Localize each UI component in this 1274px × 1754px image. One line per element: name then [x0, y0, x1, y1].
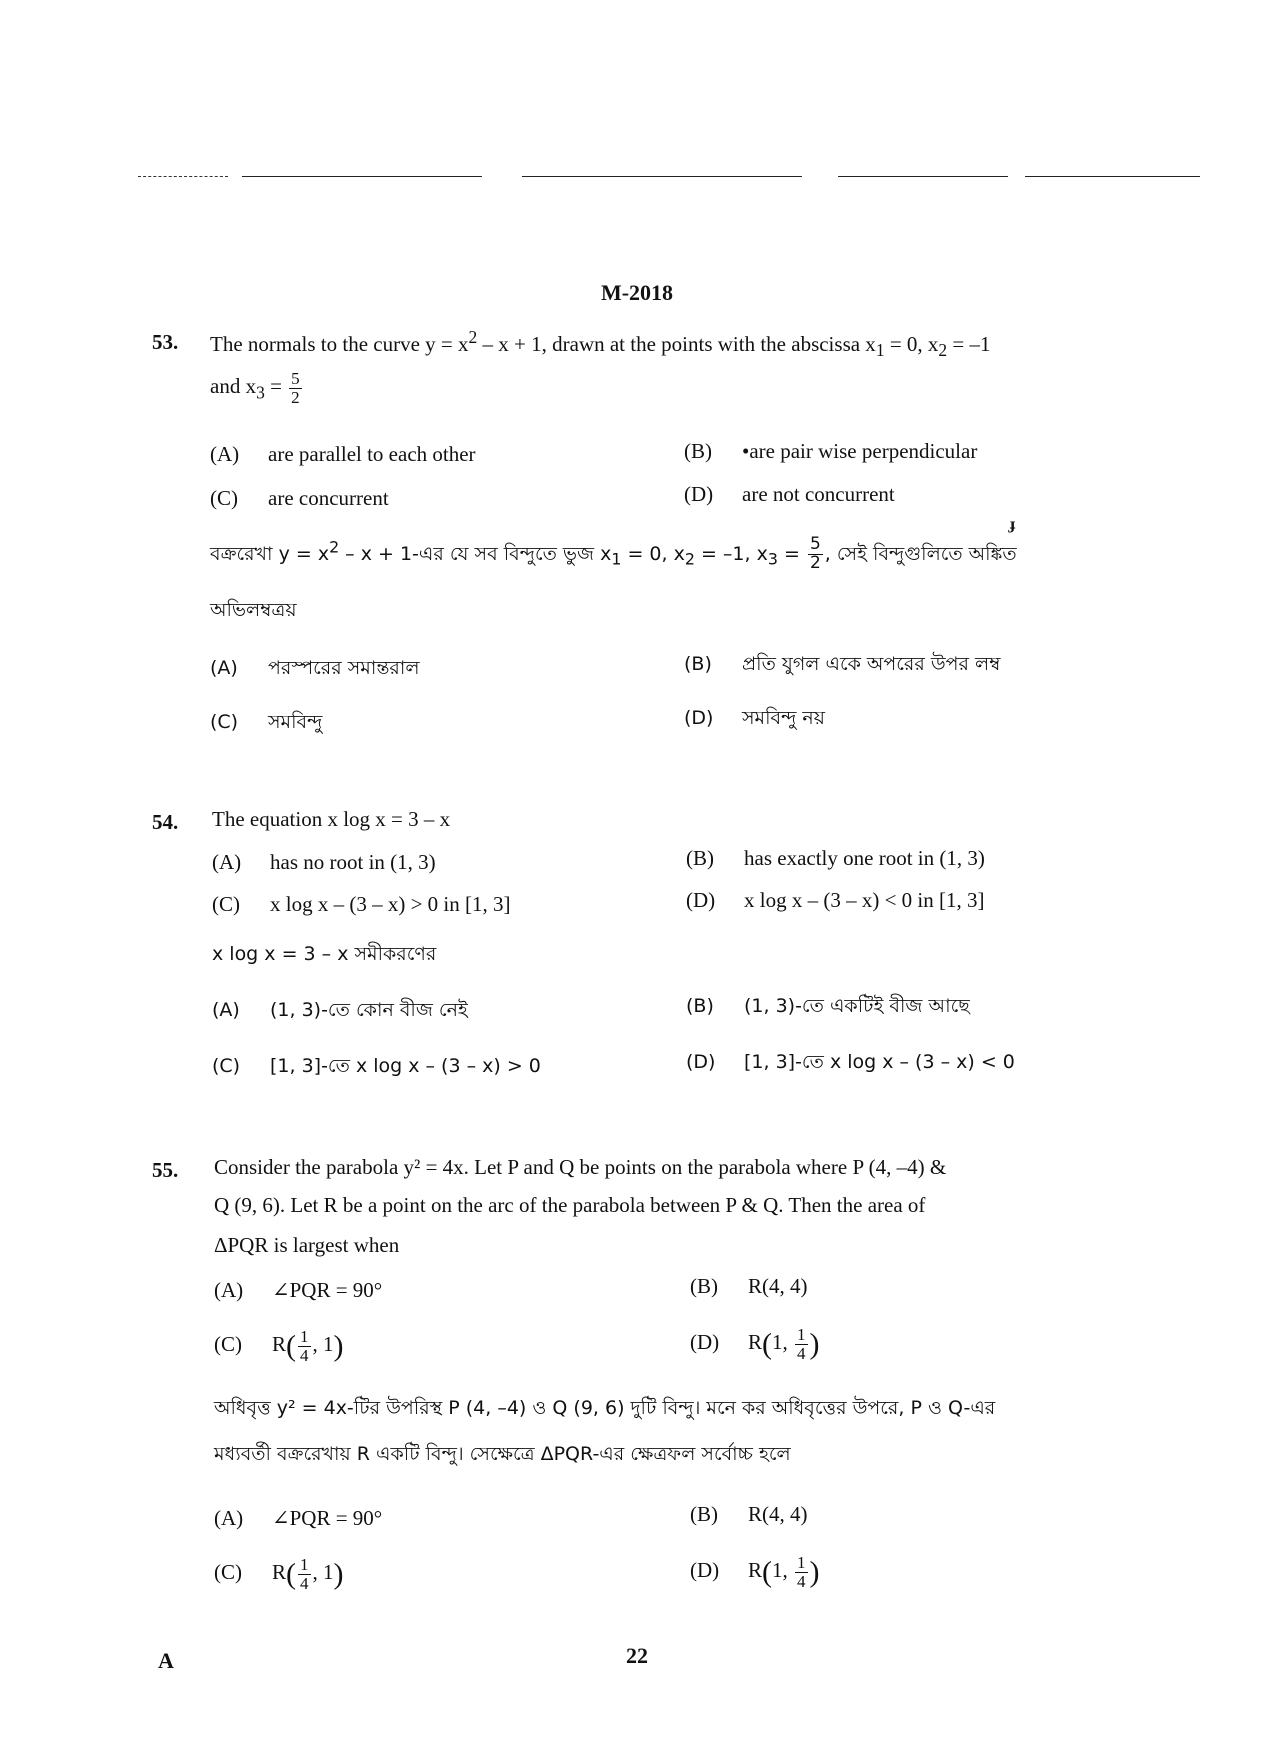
q53-bn-stem: বক্ররেখা $y = x^2 - x$ + 1-এর যে সব বিন্দুতে ভুজ $x_1 = 0$, $x_2 = -1$, $x_3$ = $\frac{5}{2}$ , সেই বিন্দুগুলিতে অঙ্কিত — [210, 534, 1017, 573]
q55-bn-option-d[interactable]: (D) R(1, $\frac{1}{4}$ ) — [690, 1553, 820, 1591]
q54-bn-option-b[interactable]: (B) (1, 3)-তে একটিই বীজ আছে — [686, 995, 970, 1017]
q53-bn-option-d[interactable]: (D) সমবিন্দু নয় — [684, 707, 825, 729]
stray-mark: ɟ — [1010, 516, 1016, 533]
q55-bn-option-c[interactable]: (C) R( $\frac{1}{4}$ , 1) — [214, 1555, 344, 1593]
q53-en-option-a[interactable]: (A) are parallel to each other — [210, 442, 476, 466]
page-number: 22 — [626, 1643, 648, 1668]
paper-set-label: A — [158, 1648, 174, 1673]
q55-bn-option-a[interactable]: (A) ∠PQR = 90° — [214, 1506, 383, 1530]
q54-bn-stem: x log x = 3 – x সমীকরণের — [212, 943, 437, 965]
paper-code: M-2018 — [600, 280, 674, 305]
fraction-five-halves: $\frac{5}{2}$ — [291, 369, 300, 407]
top-rule-1 — [138, 176, 228, 177]
q55-en-line3: ΔPQR is largest when — [214, 1233, 400, 1257]
q55-en-line2: Q (9, 6). Let R be a point on the arc of the parabola between P & Q. Then the area of — [214, 1193, 926, 1217]
q55-number: 55. — [152, 1158, 179, 1182]
q53-bn-option-b[interactable]: (B) প্রতি যুগল একে অপরের উপর লম্ব — [684, 653, 1001, 675]
fraction-five-halves-bn: $\frac{5}{2}$ — [809, 534, 821, 573]
q53-en-stem: The normals to the curve $y = x^2 - x + 1$, drawn at the points with the abscissa $x_1 = 0$, $x_2 = -1$ — [210, 327, 991, 361]
q54-en-option-a[interactable]: (A) has no root in (1, 3) — [212, 850, 436, 874]
q53-bn-option-c[interactable]: (C) সমবিন্দু — [210, 711, 323, 733]
q54-number: 54. — [152, 810, 179, 834]
q53-en-option-c[interactable]: (C) are concurrent — [210, 486, 389, 510]
q54-en-option-b[interactable]: (B) has exactly one root in (1, 3) — [686, 846, 985, 870]
top-rule-3 — [522, 176, 802, 177]
q55-en-option-b[interactable]: (B) R(4, 4) — [690, 1274, 808, 1298]
q53-number: 53. — [152, 330, 179, 354]
top-rule-4 — [838, 176, 1008, 177]
q55-en-option-c[interactable]: (C) R( $\frac{1}{4}$ , 1) — [214, 1327, 344, 1365]
q53-en-stem-line2: and $x_3$ = $\frac{5}{2}$ — [210, 369, 300, 407]
q55-bn-line2: মধ্যবর্তী বক্ররেখায় R একটি বিন্দু। সেক্ষেত্রে ΔPQR-এর ক্ষেত্রফল সর্বোচ্চ হলে — [214, 1443, 791, 1465]
q54-en-stem: The equation x log x = 3 – x — [212, 807, 451, 831]
q54-bn-option-a[interactable]: (A) (1, 3)-তে কোন বীজ নেই — [212, 999, 468, 1021]
q53-en-option-b[interactable]: (B) •are pair wise perpendicular — [684, 439, 978, 463]
q53-bn-stem-line2: অভিলম্বত্রয় — [210, 599, 297, 621]
q54-bn-option-d[interactable]: (D) [1, 3]-তে x log x – (3 – x) < 0 — [686, 1051, 1015, 1073]
q54-en-option-d[interactable]: (D) x log x – (3 – x) < 0 in [1, 3] — [686, 888, 985, 912]
q53-bn-option-a[interactable]: (A) পরস্পরের সমান্তরাল — [210, 657, 420, 679]
top-rule-5 — [1025, 176, 1200, 177]
q55-bn-line1: অধিবৃত্ত y² = 4x-টির উপরিস্থ P (4, –4) ও Q (9, 6) দুটি বিন্দু। মনে কর অধিবৃত্তের উপরে, P ও Q-এর — [214, 1397, 996, 1419]
q54-bn-option-c[interactable]: (C) [1, 3]-তে x log x – (3 – x) > 0 — [212, 1055, 541, 1077]
q55-en-option-a[interactable]: (A) ∠PQR = 90° — [214, 1278, 383, 1302]
q55-en-line1: Consider the parabola y² = 4x. Let P and Q be points on the parabola where P (4, –4) & — [214, 1155, 947, 1179]
q53-en-option-d[interactable]: (D) are not concurrent — [684, 482, 895, 506]
q55-bn-option-b[interactable]: (B) R(4, 4) — [690, 1502, 808, 1526]
q54-en-option-c[interactable]: (C) x log x – (3 – x) > 0 in [1, 3] — [212, 892, 511, 916]
top-rule-2 — [242, 176, 482, 177]
q55-en-option-d[interactable]: (D) R(1, $\frac{1}{4}$ ) — [690, 1325, 820, 1363]
